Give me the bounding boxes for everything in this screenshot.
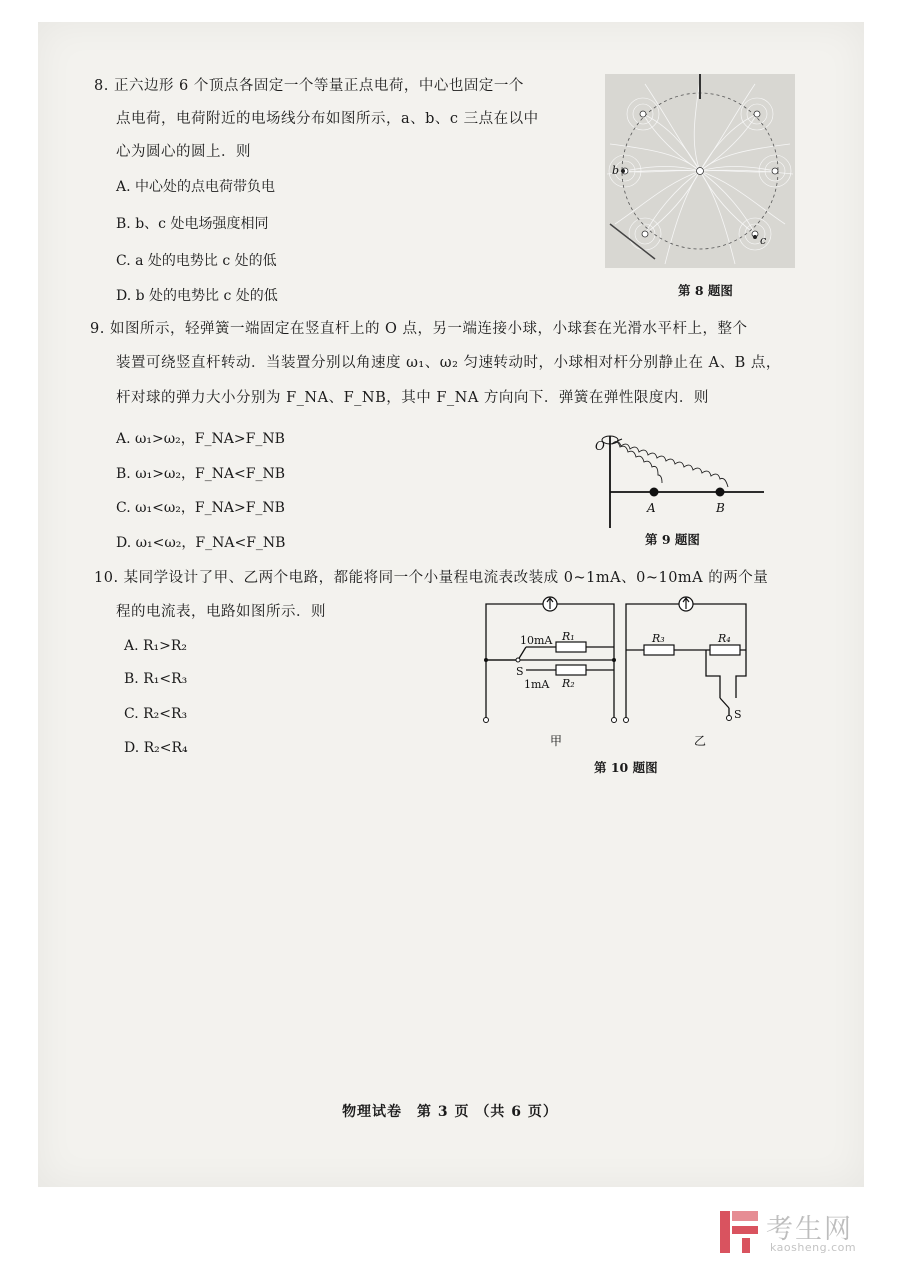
q9-label-o: O: [595, 439, 605, 453]
q8-option-a[interactable]: A. 中心处的点电荷带负电: [116, 179, 276, 195]
q10-label-10ma: 10mA: [520, 634, 553, 647]
q8-option-b[interactable]: B. b、c 处电场强度相同: [116, 216, 269, 232]
q10-label-r2: R₂: [562, 677, 575, 690]
q9-caption: 第 9 题图: [645, 532, 700, 547]
q8-caption: 第 8 题图: [678, 283, 733, 298]
q10-label-r4: R₄: [718, 632, 731, 645]
q8-option-c[interactable]: C. a 处的电势比 c 处的低: [116, 253, 277, 269]
q9-option-c[interactable]: C. ω₁<ω₂，F_NA>F_NB: [116, 500, 285, 516]
q10-circuit-figure: [474, 590, 774, 750]
q9-label-a: A: [647, 501, 656, 515]
q9-option-d[interactable]: D. ω₁<ω₂，F_NA<F_NB: [116, 535, 286, 551]
q10-label-yi: 乙: [694, 734, 707, 748]
q10-option-c[interactable]: C. R₂<R₃: [124, 706, 188, 722]
q8-field-line-figure: [605, 74, 795, 268]
q10-option-a[interactable]: A. R₁>R₂: [124, 638, 188, 654]
q10-label-s-left: S: [516, 665, 524, 678]
q10-label-1ma: 1mA: [524, 678, 550, 691]
q8-option-d[interactable]: D. b 处的电势比 c 处的低: [116, 288, 278, 304]
q10-label-r1: R₁: [562, 630, 575, 643]
q9-stem-line1: 9. 如图所示，轻弹簧一端固定在竖直杆上的 O 点，另一端连接小球，小球套在光滑水平杆上，整个: [90, 321, 748, 337]
q8-stem-line2: 点电荷，电荷附近的电场线分布如图所示，a、b、c 三点在以中: [116, 111, 539, 127]
q9-option-b[interactable]: B. ω₁>ω₂，F_NA<F_NB: [116, 466, 286, 482]
page-footer: 物理试卷 第 3 页 （共 6 页）: [342, 1104, 558, 1120]
q8-label-b: b: [612, 164, 620, 177]
q10-option-b[interactable]: B. R₁<R₃: [124, 671, 188, 687]
q10-stem-line1: 10. 某同学设计了甲、乙两个电路，都能将同一个小量程电流表改装成 0~1mA、0~10mA 的两个量: [94, 570, 769, 586]
q10-option-d[interactable]: D. R₂<R₄: [124, 740, 188, 756]
q10-label-r3: R₃: [652, 632, 665, 645]
q10-stem-line2: 程的电流表，电路如图所示．则: [116, 604, 326, 620]
q10-label-jia: 甲: [550, 734, 563, 748]
q8-stem-line3: 心为圆心的圆上．则: [116, 144, 251, 160]
q9-stem-line3: 杆对球的弹力大小分别为 F_NA、F_NB，其中 F_NA 方向向下．弹簧在弹性限度内．则: [116, 390, 709, 406]
q9-spring-figure: [592, 428, 767, 528]
q10-caption: 第 10 题图: [594, 760, 658, 775]
q10-label-s-right: S: [734, 708, 742, 721]
q8-label-c: c: [760, 234, 767, 247]
q9-label-b: B: [716, 501, 725, 515]
watermark-name: 考生网: [766, 1214, 853, 1245]
q9-option-a[interactable]: A. ω₁>ω₂，F_NA>F_NB: [116, 431, 285, 447]
q9-stem-line2: 装置可绕竖直杆转动．当装置分别以角速度 ω₁、ω₂ 匀速转动时，小球相对杆分别静止在 A、B 点，: [116, 355, 781, 371]
watermark-url: kaosheng.com: [770, 1241, 857, 1254]
q8-stem-line1: 8. 正六边形 6 个顶点各固定一个等量正点电荷，中心也固定一个: [94, 78, 524, 94]
watermark-logo-icon: [718, 1209, 760, 1255]
watermark: [718, 1207, 888, 1259]
